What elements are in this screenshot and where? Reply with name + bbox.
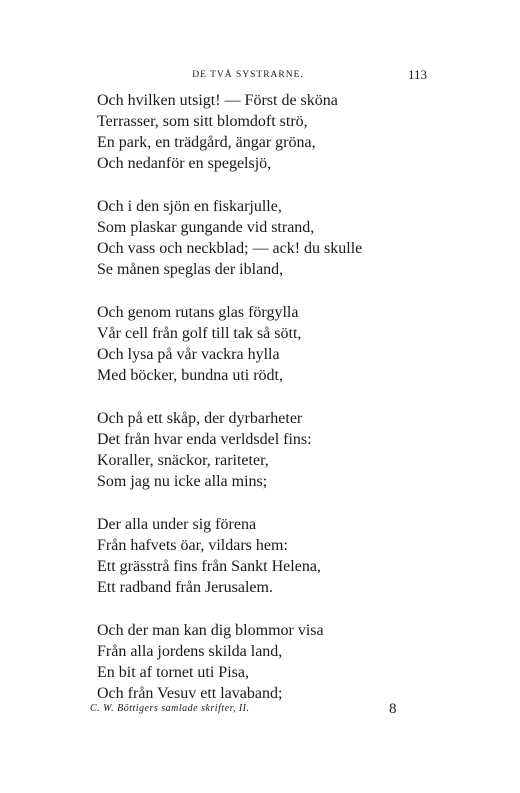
- sheet-number: 8: [389, 701, 397, 717]
- stanza: [97, 302, 437, 386]
- page-footer: [0, 701, 520, 717]
- poem-line: Ett radband från Jerusalem.: [97, 579, 273, 596]
- poem-line: Från hafvets öar, vildars hem:: [97, 537, 288, 554]
- stanza: [97, 90, 437, 174]
- poem-line: Och genom rutans glas förgylla: [97, 304, 299, 321]
- poem-line: Ett grässtrå fins från Sankt Helena,: [97, 558, 321, 575]
- poem-line: Och lysa på vår vackra hylla: [97, 346, 280, 363]
- running-title: DE TVÅ SYSTRARNE.: [192, 70, 304, 80]
- poem-line: Med böcker, bundna uti rödt,: [97, 367, 283, 384]
- poem-line: Koraller, snäckor, rariteter,: [97, 452, 269, 469]
- poem: [97, 90, 437, 726]
- poem-line: Och hvilken utsigt! — Först de sköna: [97, 92, 338, 109]
- stanza: [97, 196, 437, 280]
- poem-line: Som plaskar gungande vid strand,: [97, 219, 315, 236]
- poem-line: Och vass och neckblad; — ack! du skulle: [97, 240, 363, 257]
- poem-line: En bit af tornet uti Pisa,: [97, 664, 249, 681]
- footer-signature: C. W. Böttigers samlade skrifter, II.: [90, 703, 250, 714]
- poem-line: Och i den sjön en fiskarjulle,: [97, 198, 282, 215]
- poem-line: Och på ett skåp, der dyrbarheter: [97, 410, 303, 427]
- poem-line: Från alla jordens skilda land,: [97, 643, 283, 660]
- poem-line: Der alla under sig förena: [97, 516, 257, 533]
- poem-line: Det från hvar enda verldsdel fins:: [97, 431, 312, 448]
- stanza: [97, 620, 437, 704]
- poem-line: Terrasser, som sitt blomdoft strö,: [97, 113, 308, 130]
- poem-line: En park, en trädgård, ängar gröna,: [97, 134, 316, 151]
- poem-line: Se månen speglas der ibland,: [97, 261, 284, 278]
- poem-line: Och nedanför en spegelsjö,: [97, 155, 272, 172]
- running-head: [0, 68, 520, 82]
- poem-line: Och der man kan dig blommor visa: [97, 622, 324, 639]
- poem-line: Och från Vesuv ett lavaband;: [97, 685, 283, 702]
- poem-line: Som jag nu icke alla mins;: [97, 473, 268, 490]
- poem-line: Vår cell från golf till tak så sött,: [97, 325, 302, 342]
- stanza: [97, 408, 437, 492]
- page-number: 113: [407, 67, 427, 82]
- stanza: [97, 514, 437, 598]
